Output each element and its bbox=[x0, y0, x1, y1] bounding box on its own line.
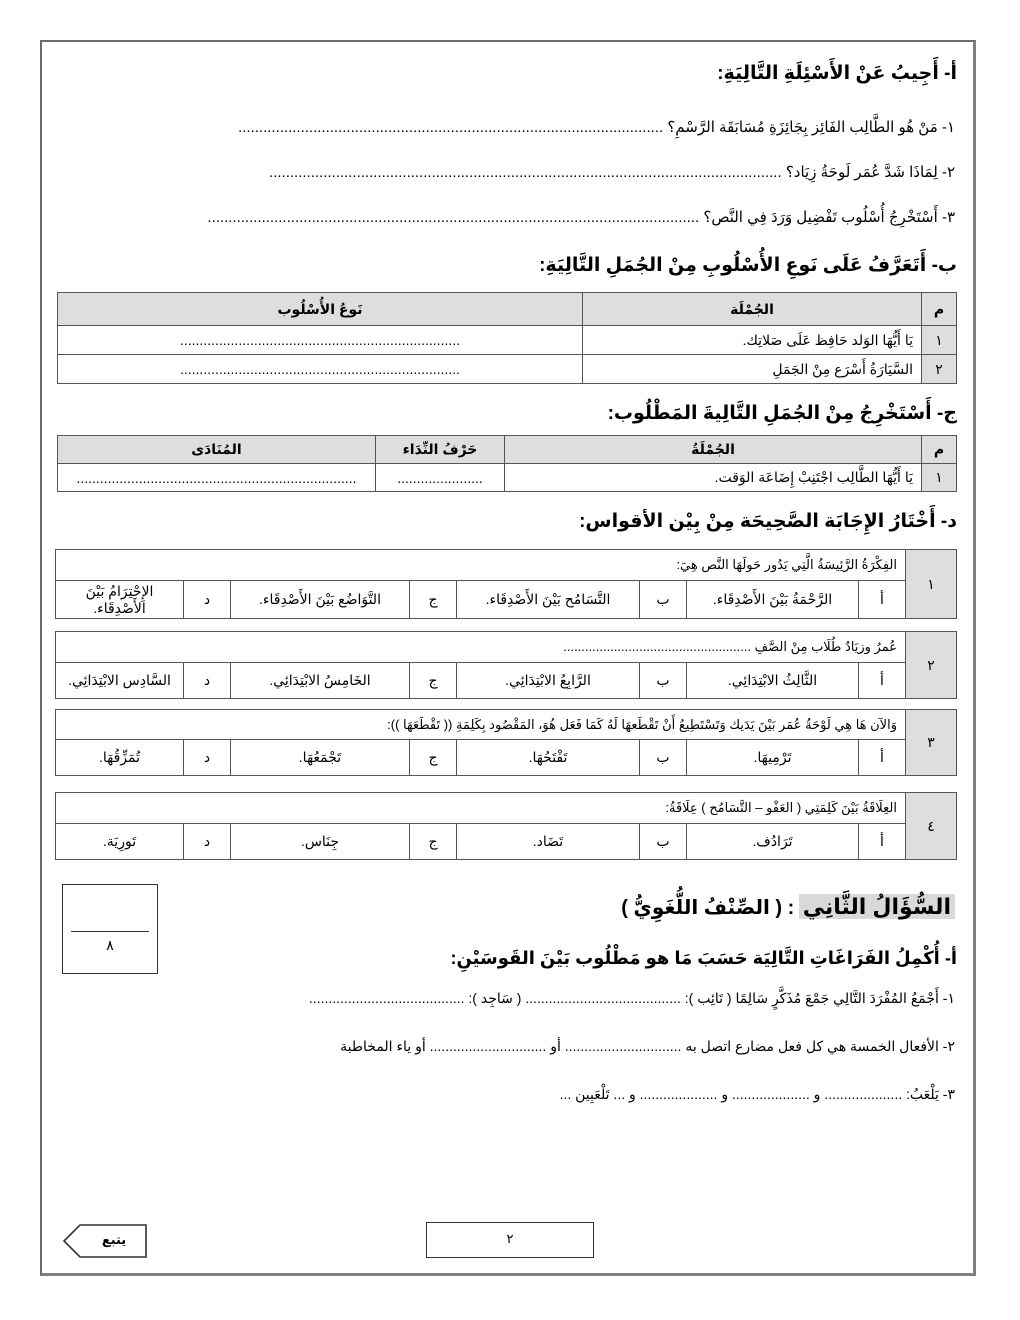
mcq-stem: الفِكْرَةُ الرَّئِيسَةُ الَّتِي يَدُور حَولَهَا النَّص هِيَ: bbox=[56, 550, 906, 581]
next-label: يتبع bbox=[101, 1232, 127, 1247]
option-letter: ج bbox=[410, 581, 457, 619]
row-sentence: يَا أَيُّهَا الوَلد حَافِظ عَلَى صَلاتِك. bbox=[583, 326, 922, 355]
section-a-title: أ- أَجِيبُ عَنْ الأَسْئِلَةِ التَّالِيَةِ: bbox=[717, 63, 957, 84]
option-d[interactable]: الإِحْتِرَامُ بَيْنَ الأَصْدِقَاء. bbox=[56, 581, 184, 619]
row-num: ١ bbox=[922, 326, 957, 355]
mcq-2 bbox=[55, 631, 957, 699]
question-two-subtitle: : ( الصِّنْفُ اللُّغَوِيُّ ) bbox=[621, 897, 795, 919]
option-letter: د bbox=[184, 740, 231, 776]
section-b-title: ب- أَتَعَرَّفُ عَلَى نَوعِ الأُسْلُوبِ مِنْ الجُمَلِ التَّالِيَةِ: bbox=[539, 255, 957, 276]
section-d-title: د- أَخْتَارُ الإِجَابَة الصَّحِيحَة مِنْ بِيْن الأقواس: bbox=[579, 511, 957, 532]
answer-blank[interactable]: ...................................................................................................................... bbox=[207, 209, 700, 226]
question-3 bbox=[207, 208, 955, 226]
question-two-title: السُّؤَالُ الثَّانِي bbox=[799, 894, 955, 919]
question-text: ١- مَنْ هُو الطَّالِب الفَائِز بِجَائِزَةِ مُسَابَقَة الرَّسْمِ؟ bbox=[667, 119, 955, 136]
header-num: م bbox=[922, 293, 957, 326]
row-answer-blank[interactable]: ........................................................................ bbox=[58, 326, 583, 355]
vocative-table bbox=[57, 435, 957, 492]
mcq-stem: عُمرُ وزيَادٌ طُلَاب مِنْ الصَّفِ .................................................... bbox=[56, 632, 906, 663]
mcq-number: ٤ bbox=[906, 793, 957, 860]
table-row bbox=[58, 355, 957, 384]
option-letter: د bbox=[184, 663, 231, 699]
option-a[interactable]: تَرْمِيهَا. bbox=[687, 740, 859, 776]
answer-blank[interactable]: ........................................................................................................................... bbox=[269, 164, 782, 181]
option-letter: ج bbox=[410, 824, 457, 860]
question-two-heading bbox=[621, 894, 955, 920]
row-num: ١ bbox=[922, 464, 957, 492]
question-text: ٣- أَسْتَخْرِجُ أُسْلُوب تَفْضِيل وَرَدَ فِي النَّص؟ bbox=[703, 209, 955, 226]
option-letter: ب bbox=[640, 581, 687, 619]
row-answer-blank[interactable]: ........................................................................ bbox=[58, 355, 583, 384]
mcq-stem: وَالآن هَا هِي لَوْحَةُ عُمَر بَيْنَ يَدَيك وَتَسْتَطِيعُ أَنْ تَقْطَعهَا لَهُ كَمَا فَعَل هُوَ، المَقْصُود بِكَلِمَةِ (( تَقْطَعَهَا )): bbox=[56, 710, 906, 740]
row-sentence: السَّيَارَةُ أَسْرَع مِنْ الجَمَلِ bbox=[583, 355, 922, 384]
header-num: م bbox=[922, 436, 957, 464]
option-letter: ب bbox=[640, 740, 687, 776]
exam-page bbox=[40, 40, 976, 1276]
fill-line-1[interactable]: ١- أَجْمَعُ المُفْرَدَ التَّالِي جَمْعَ مُذَكَّرٍ سَالِمًا ( تَائِب ): ........................................ ( سَاجِد ): ........................................ bbox=[308, 990, 955, 1006]
option-letter: ج bbox=[410, 740, 457, 776]
option-a[interactable]: الثَّالِثُ الابْتِدَائِي. bbox=[687, 663, 859, 699]
section-c-title: ج- أَسْتَخْرِجُ مِنْ الجُمَلِ التَّالِيةَ المَطْلُوب: bbox=[607, 403, 957, 424]
fill-line-2[interactable]: ٢- الأفعال الخمسة هي كل فعل مضارع اتصل به .............................. أو .............................. أو ياء المخاطبة bbox=[340, 1038, 955, 1054]
page-number-box bbox=[426, 1222, 594, 1258]
score-divider bbox=[71, 931, 149, 932]
option-letter: د bbox=[184, 824, 231, 860]
header-sentence: الجُمْلَةُ bbox=[505, 436, 922, 464]
option-letter: أ bbox=[859, 663, 906, 699]
option-b[interactable]: التَّسَامُح بَيْنَ الأَصْدِقَاء. bbox=[457, 581, 640, 619]
question-text: ٢- لِمَاذَا شَدَّ عُمَر لَوحَةُ زِيَاد؟ bbox=[785, 164, 955, 181]
vocative-blank[interactable]: ........................................................................ bbox=[58, 464, 376, 492]
option-b[interactable]: تَفْتَحُهَا. bbox=[457, 740, 640, 776]
option-a[interactable]: تَرَادُف. bbox=[687, 824, 859, 860]
option-letter: أ bbox=[859, 581, 906, 619]
question-2 bbox=[269, 163, 955, 181]
table-row bbox=[58, 464, 957, 492]
option-b[interactable]: تَضَاد. bbox=[457, 824, 640, 860]
option-letter: ب bbox=[640, 824, 687, 860]
option-letter: أ bbox=[859, 824, 906, 860]
option-d[interactable]: السَّادِس الابْتِدَائِي. bbox=[56, 663, 184, 699]
option-letter: د bbox=[184, 581, 231, 619]
page-number: ٢ bbox=[506, 1231, 514, 1246]
mcq-4 bbox=[55, 792, 957, 860]
option-letter: أ bbox=[859, 740, 906, 776]
row-sentence: يَا أَيُّهَا الطَّالِب اجْتَنِبْ إِضَاعَة الوَقت. bbox=[505, 464, 922, 492]
option-d[interactable]: تُمَزِّقُهَا. bbox=[56, 740, 184, 776]
mcq-number: ٢ bbox=[906, 632, 957, 699]
answer-blank[interactable]: ...................................................................................................... bbox=[238, 119, 664, 136]
header-style-type: نَوعُ الأُسْلُوب bbox=[58, 293, 583, 326]
fill-line-3[interactable]: ٣- يَلْعَبُ: .................... و .................... و .................... و ... تَلْعَبِين ... bbox=[559, 1086, 955, 1102]
option-b[interactable]: الرَّابِعُ الابْتِدَائِي. bbox=[457, 663, 640, 699]
option-c[interactable]: تَجْمَعُهَا. bbox=[231, 740, 410, 776]
next-page-button[interactable] bbox=[62, 1224, 148, 1258]
q2-section-a-title: أ- أُكْمِلُ الفَرَاغَاتِ التَّالِيَة حَسَبَ مَا هو مَطْلُوب بَيْنَ القَوسَيْنِ: bbox=[450, 948, 957, 968]
option-letter: ج bbox=[410, 663, 457, 699]
header-sentence: الجُمْلَة bbox=[583, 293, 922, 326]
option-c[interactable]: الخَامِسُ الابْتِدَائِي. bbox=[231, 663, 410, 699]
table-row bbox=[58, 326, 957, 355]
option-c[interactable]: التَّوَاضُع بَيْنَ الأَصْدِقَاء. bbox=[231, 581, 410, 619]
style-type-table bbox=[57, 292, 957, 384]
option-d[interactable]: تَورِيَة. bbox=[56, 824, 184, 860]
particle-blank[interactable]: ...................... bbox=[376, 464, 505, 492]
mcq-stem: العِلَاقَةُ بَيْنَ كَلِمَتِي ( العَفْو – التَّسَامُح ) عِلَاقَةُ: bbox=[56, 793, 906, 824]
option-a[interactable]: الرَّحْمَةُ بَيْنَ الأَصْدِقَاء. bbox=[687, 581, 859, 619]
row-num: ٢ bbox=[922, 355, 957, 384]
mcq-3 bbox=[55, 709, 957, 776]
score-value: ٨ bbox=[106, 937, 114, 953]
header-particle: حَرْفُ النِّدَاء bbox=[376, 436, 505, 464]
mcq-1 bbox=[55, 549, 957, 619]
question-1 bbox=[64, 118, 955, 136]
score-box bbox=[62, 884, 158, 974]
header-vocative: المُنَادَى bbox=[58, 436, 376, 464]
mcq-number: ٣ bbox=[906, 710, 957, 776]
option-letter: ب bbox=[640, 663, 687, 699]
option-c[interactable]: جِنَاس. bbox=[231, 824, 410, 860]
mcq-number: ١ bbox=[906, 550, 957, 619]
